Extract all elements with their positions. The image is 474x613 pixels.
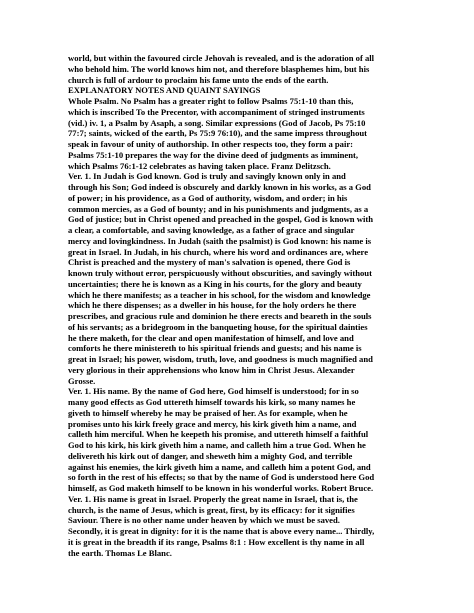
text-line: of his servants; as a bridegroom in the banqueting house, for the spiritual dainties [68,321,368,332]
text-line: delivereth his kirk out of danger, and sheweth him a mighty God, and terrible [68,450,353,461]
text-line: Secondly, it is great in dignity: for it is the name that is above every name... Thirdly, [68,526,375,536]
document-body [68,53,428,558]
text-line: church is full of ardour to proclaim his fame unto the ends of the earth. [68,74,329,85]
text-line: God to his kirk, his kirk giveth him a name, and calleth him a true God. When he [68,440,366,450]
text-line: Ver. 1. His name. By the name of God here, God himself is understood; for in so [68,386,359,397]
text-line: which is inscribed To the Precentor, with accompaniment of stringed instruments [68,106,365,117]
text-line: world, but within the favoured circle Jehovah is revealed, and is the adoration of all [68,53,375,63]
text-line: it is great in the breadth if its range, Psalms 8:1 : How excellent is thy name in all [68,536,365,547]
text-line: through his Son; God indeed is obscurely and darkly known in his works, as a God [68,182,371,192]
text-line: Ver. 1. In Judah is God known. God is truly and savingly known only in and [68,171,346,182]
text-line: he there maketh, for the clear and open manifestation of himself, and love and [68,332,354,343]
text-line: which Psalms 76:1-12 celebrates as having taken place. Franz Delitzsch. [68,160,331,171]
text-line: God of justice; but in Christ opened and preached in the gospel, God is known with [68,214,373,225]
text-line: who behold him. The world knows him not, and therefore blasphemes him, but his [68,63,370,74]
text-line: mercy and lovingkindness. In Judah (saith the psalmist) is God known: his name is [68,235,372,246]
text-line: promises unto his kirk freely grace and mercy, his kirk giveth him a name, and [68,418,357,429]
text-line: so forth in the rest of his effects; so that by the name of God is understood here God [68,472,375,483]
text-line: common mercies, as a God of bounty; and in his punishments and judgments, as a [68,203,369,214]
text-line: giveth to himself whereby he may be praised of her. As for example, when he [68,407,348,418]
text-line: calleth him merciful. When he keepeth his promise, and uttereth himself a faithful [68,429,369,440]
text-line: Whole Psalm. No Psalm has a greater right to follow Psalms 75:1-10 than this, [68,96,354,106]
text-line: prescribes, and gracious rule and dominion he there erects and beareth in the souls [68,311,372,321]
text-line: great in Israel; his power, wisdom, truth, love, and goodness is much magnified and [68,354,373,364]
text-line: very glorious in their apprehensions who know him in Christ Jesus. Alexander [68,364,355,375]
text-line: Psalms 75:1-10 prepares the way for the divine deed of judgments as imminent, [68,149,359,160]
text-line: which he there dispenses; as a dweller in his house, for the holy orders he there [68,300,357,311]
text-line: comforts he there ministereth to his spiritual friends and guests; and his name is [68,343,362,354]
text-line: a clear, a comfortable, and saving knowledge, as a father of grace and singular [68,225,355,235]
text-line: (vid.) iv. 1, a Psalm by Asaph, a song. Similar expressions (God of Jacob, Ps 75:10 [68,117,366,128]
text-line: himself, as God maketh himself to be known in his wonderful works. Robert Bruce. [68,483,374,493]
text-line: Ver. 1. His name is great in Israel. Properly the great name in Israel, that is, the [68,493,358,504]
text-line: of power; in his providence, as a God of authority, wisdom, and order; in his [68,192,348,203]
text-line: which he there manifests; as a teacher in his school, for the wisdom and knowledge [68,289,371,300]
text-line: church, is the name of Jesus, which is great, first, by its efficacy: for it signifies [68,504,355,515]
text-line: 77:7; saints, wicked of the earth, Ps 75:9 76:10), and the same impress throughout [68,128,368,139]
text-line: Grosse. [68,375,96,386]
text-line: Saviour. There is no other name under heaven by which we must be saved. [68,515,340,526]
text-line: EXPLANATORY NOTES AND QUAINT SAYINGS [68,85,261,96]
text-line: the earth. Thomas Le Blanc. [68,547,172,558]
text-line: against his enemies, the kirk giveth him a name, and calleth him a potent God, and [68,461,371,472]
text-line: uncertainties; there he is known as a King in his courts, for the glory and beauty [68,278,362,289]
text-line: Christ is preached and the mystery of man's salvation is opened, there God is [68,257,351,268]
text-line: great in Israel. In Judah, in his church, where his word and ordinances are, where [68,246,369,257]
text-line: known truly without error, perspicuously without obscurities, and savingly without [68,268,372,278]
text-line: speak in favour of unity of authorship. In other respects too, they form a pair: [68,139,354,149]
text-line: many good effects as God uttereth himself towards his kirk, so many names he [68,397,356,407]
